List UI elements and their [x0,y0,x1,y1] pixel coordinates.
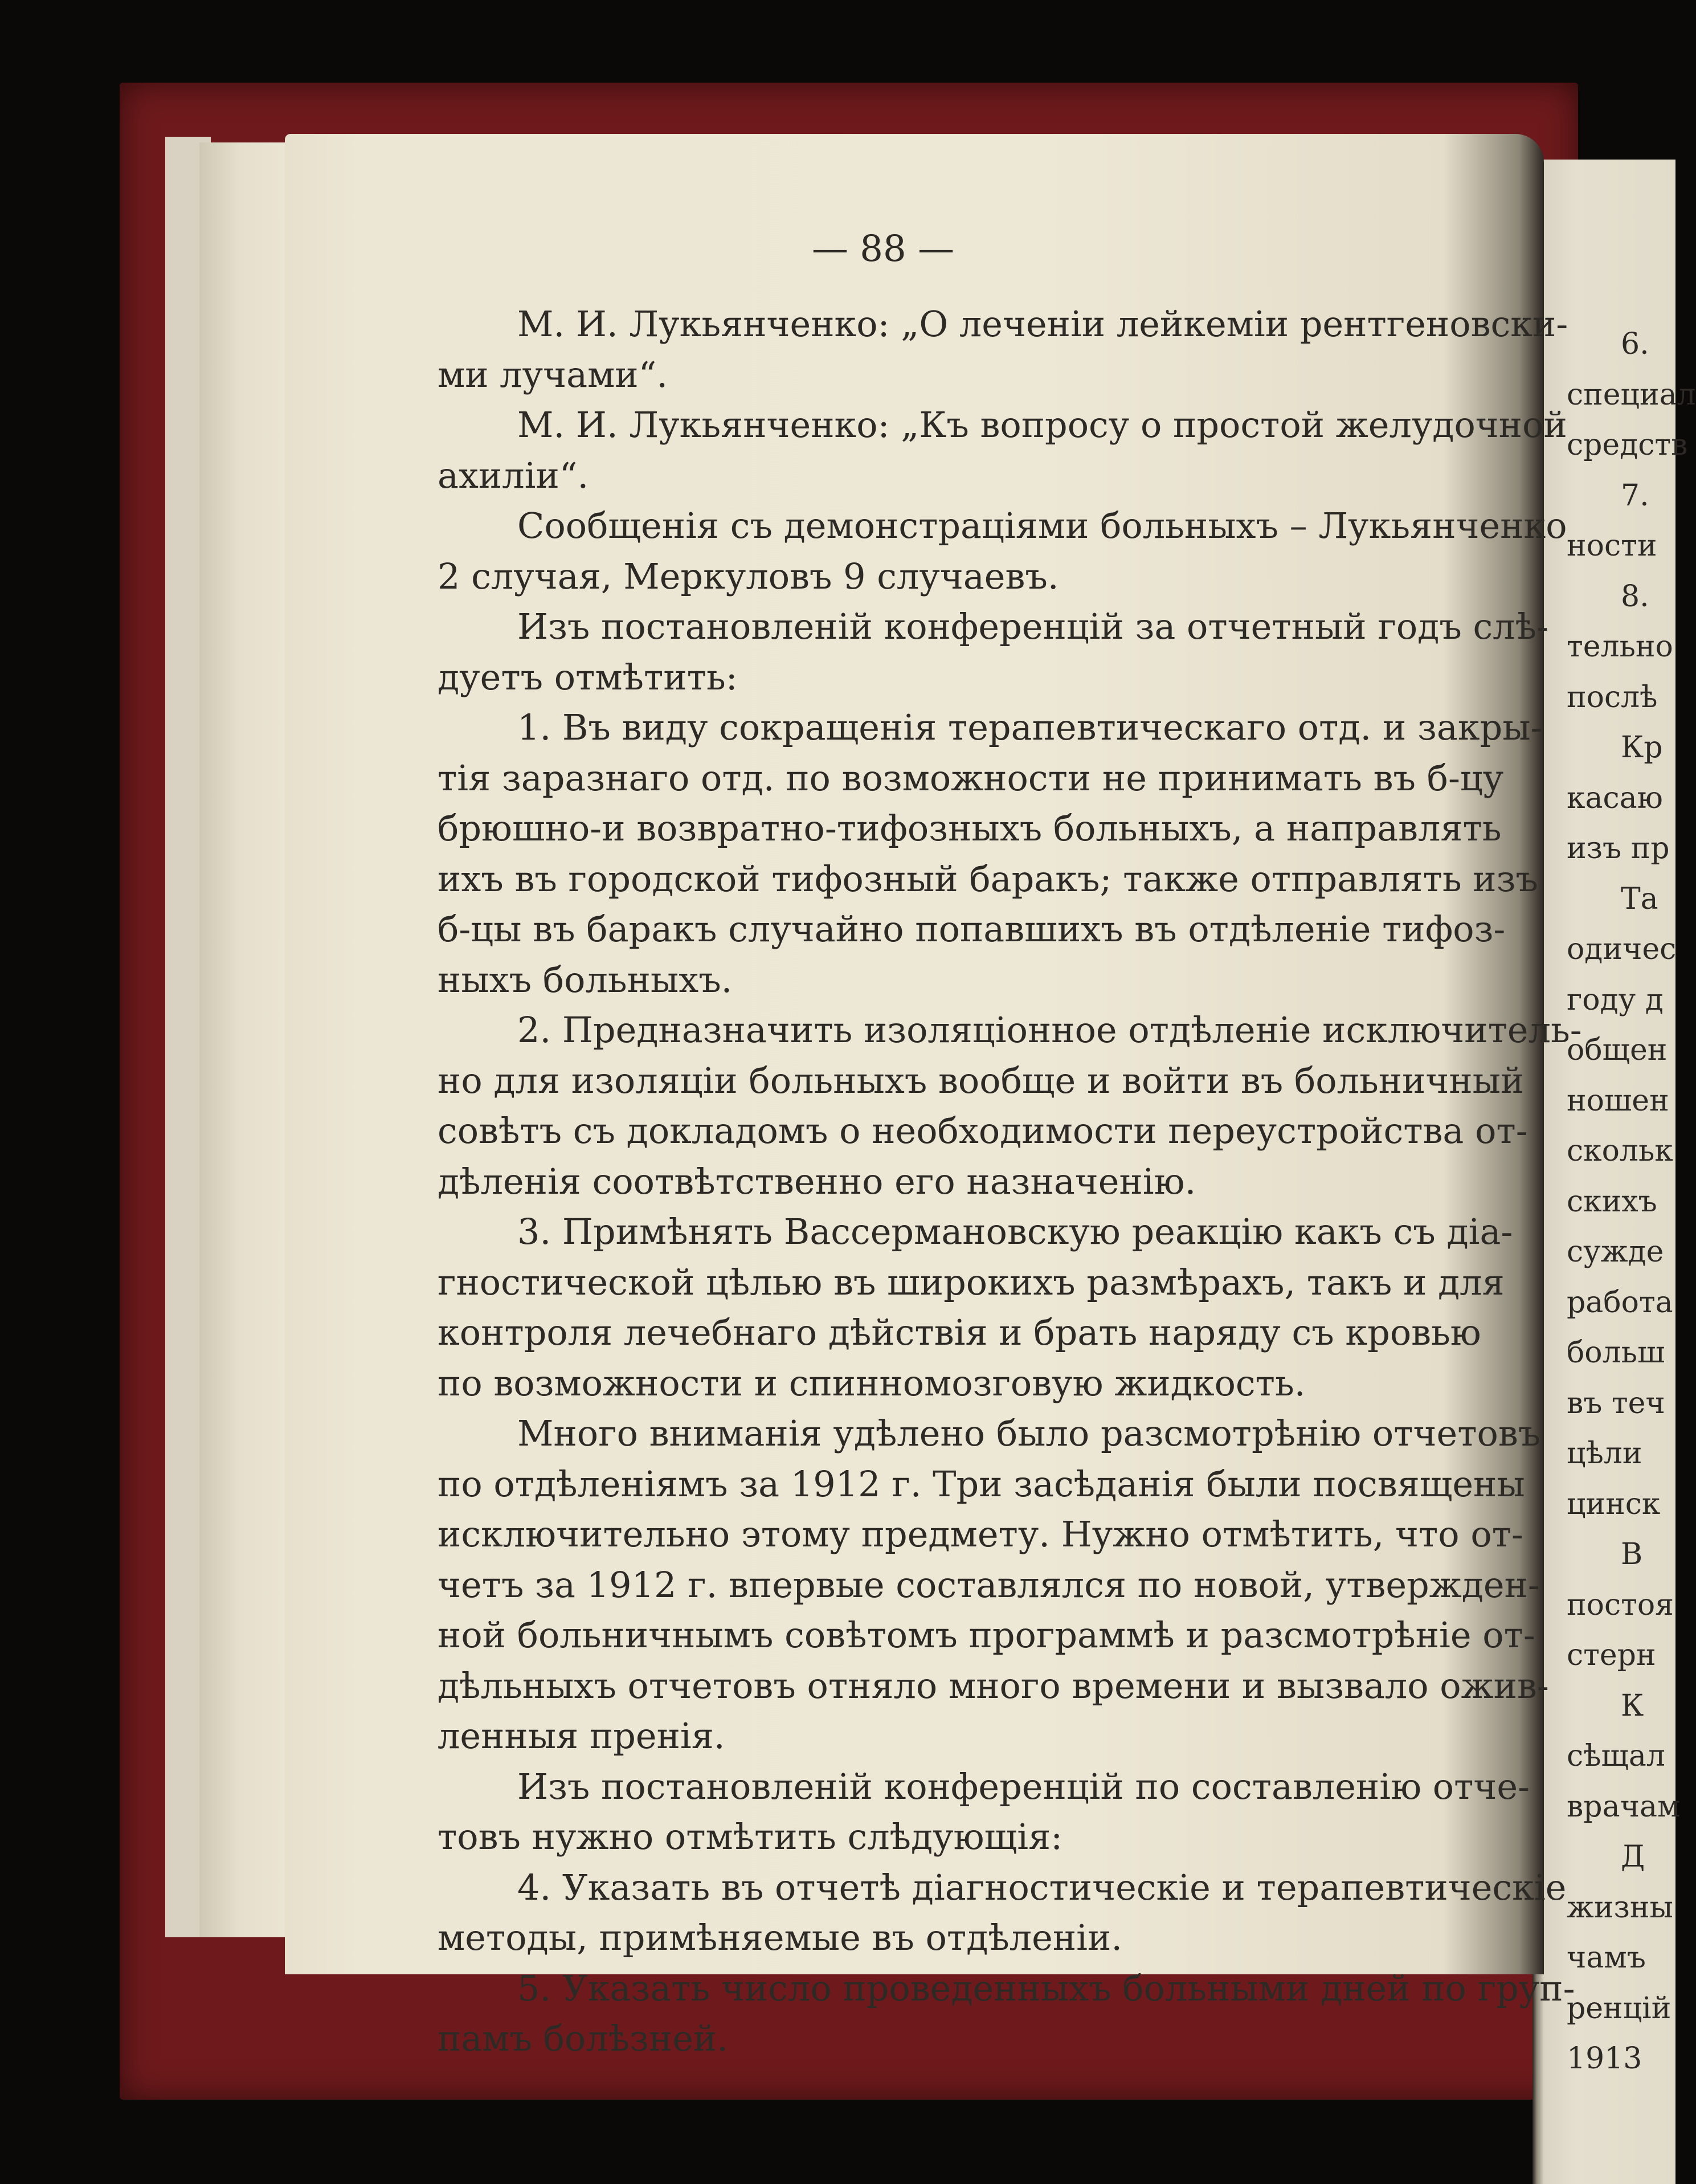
facing-page-line: касаю [1567,781,1663,815]
text-line: дуетъ отмѣтить: [438,656,738,698]
facing-page-line: К [1621,1688,1644,1723]
text-line: Много вниманія удѣлено было разсмотрѣнію отчетовъ [517,1413,1541,1454]
facing-page-line: 8. [1621,579,1649,614]
text-line: ной больничнымъ совѣтомъ программѣ и разсмотрѣніе от- [438,1614,1535,1656]
text-line: ми лучами“. [438,353,668,395]
facing-page-line: ности [1567,529,1657,563]
facing-page-line: цинск [1567,1487,1661,1521]
text-line: 3. Примѣнять Вассермановскую реакцію какъ съ діа- [517,1211,1513,1252]
text-line: методы, примѣняемые въ отдѣленіи. [438,1917,1123,1958]
facing-page-line: чамъ [1567,1941,1646,1975]
text-line: дѣленія соотвѣтственно его назначенію. [438,1160,1196,1202]
text-line: дѣльныхъ отчетовъ отняло много времени и вызвало ожив- [438,1664,1549,1707]
facing-page-line: 6. [1621,327,1649,361]
text-line: по отдѣленіямъ за 1912 г. Три засѣданія были посвящены [438,1463,1525,1505]
facing-page-line: послѣ [1567,680,1658,715]
text-line: четъ за 1912 г. впервые составлялся по новой, утвержден- [438,1564,1540,1606]
text-line: исключительно этому предмету. Нужно отмѣтить, что от- [438,1513,1523,1555]
facing-page-line: В [1621,1537,1643,1571]
facing-page-line: общен [1567,1033,1668,1067]
text-line: 2. Предназначить изоляціонное отдѣленіе исключитель- [517,1009,1582,1051]
facing-page-line: жизны [1567,1890,1673,1925]
facing-page-line: изъ пр [1567,831,1670,866]
text-line: по возможности и спинномозговую жидкость. [438,1362,1306,1404]
text-line: 2 случая, Меркуловъ 9 случаевъ. [438,555,1059,597]
text-line: ленныя пренія. [438,1715,725,1757]
text-line: Сообщенія съ демонстраціями больныхъ – Лукьянченко [517,505,1567,546]
text-line: товъ нужно отмѣтить слѣдующія: [438,1816,1063,1858]
facing-page-line: средств [1567,428,1688,462]
facing-page-line: сужде [1567,1235,1664,1269]
facing-page-text [1567,319,1696,2084]
text-line: тія заразнаго отд. по возможности не принимать въ б-цу [438,757,1504,799]
facing-page-line: скихъ [1567,1184,1657,1219]
facing-page-line: работа [1567,1285,1673,1320]
facing-page-line: ренцій [1567,1991,1672,2026]
text-line: М. И. Лукьянченко: „О леченіи лейкеміи рентгеновски- [517,303,1568,345]
facing-page-line: 1913 [1567,2042,1642,2076]
text-line: ахиліи“. [438,454,589,496]
facing-page-line: въ теч [1567,1386,1665,1420]
text-line: брюшно-и возвратно-тифозныхъ больныхъ, а направлять [438,807,1502,849]
facing-page-line: стерн [1567,1638,1656,1672]
facing-page-line: Кр [1621,730,1663,765]
text-line: Изъ постановленій конференцій за отчетный годъ слѣ- [517,606,1548,647]
text-line: совѣтъ съ докладомъ о необходимости переустройства от- [438,1110,1528,1152]
text-line: памъ болѣзней. [438,2018,728,2059]
text-line: Изъ постановленій конференцій по составленію отче- [517,1765,1530,1807]
facing-page-line: сѣщал [1567,1739,1665,1773]
text-line: 5. Указать число проведенныхъ больными дней по груп- [517,1967,1575,2009]
facing-page-line: ношен [1567,1083,1669,1118]
facing-page-line: одичес [1567,932,1677,966]
text-line: ныхъ больныхъ. [438,958,733,1001]
text-line: контроля лечебнаго дѣйствія и брать наряду съ кровью [438,1312,1481,1353]
page-number: — 88 — [811,228,955,270]
facing-page-line: скольк [1567,1134,1673,1168]
facing-page-line: врачам [1567,1789,1681,1824]
facing-page-line: Та [1621,881,1658,916]
facing-page-line: Д [1621,1840,1645,1874]
text-line: б-цы въ баракъ случайно попавшихъ въ отдѣленіе тифоз- [438,908,1506,950]
text-line: но для изоляціи больныхъ вообще и войти въ больничный [438,1059,1525,1101]
text-line: гностической цѣлью въ широкихъ размѣрахъ, такъ и для [438,1261,1505,1303]
facing-page-line: тельно [1567,630,1673,664]
book-page [285,134,1582,2059]
text-line: 1. Въ виду сокращенія терапевтическаго отд. и закры- [517,707,1543,748]
facing-page-line: 7. [1621,478,1649,513]
facing-page-line: больш [1567,1336,1665,1370]
page-body-text [438,299,1582,2064]
facing-page-line: постоя [1567,1587,1674,1622]
text-line: ихъ въ городской тифозный баракъ; также отправлять изъ [438,858,1538,900]
text-line: М. И. Лукьянченко: „Къ вопросу о простой желудочной [517,404,1567,446]
facing-page-line: году д [1567,982,1664,1017]
text-line: 4. Указать въ отчетѣ діагностическіе и терапевтическіе [517,1866,1567,1908]
facing-page-line: цѣли [1567,1436,1642,1471]
facing-page-line: специал [1567,377,1696,412]
